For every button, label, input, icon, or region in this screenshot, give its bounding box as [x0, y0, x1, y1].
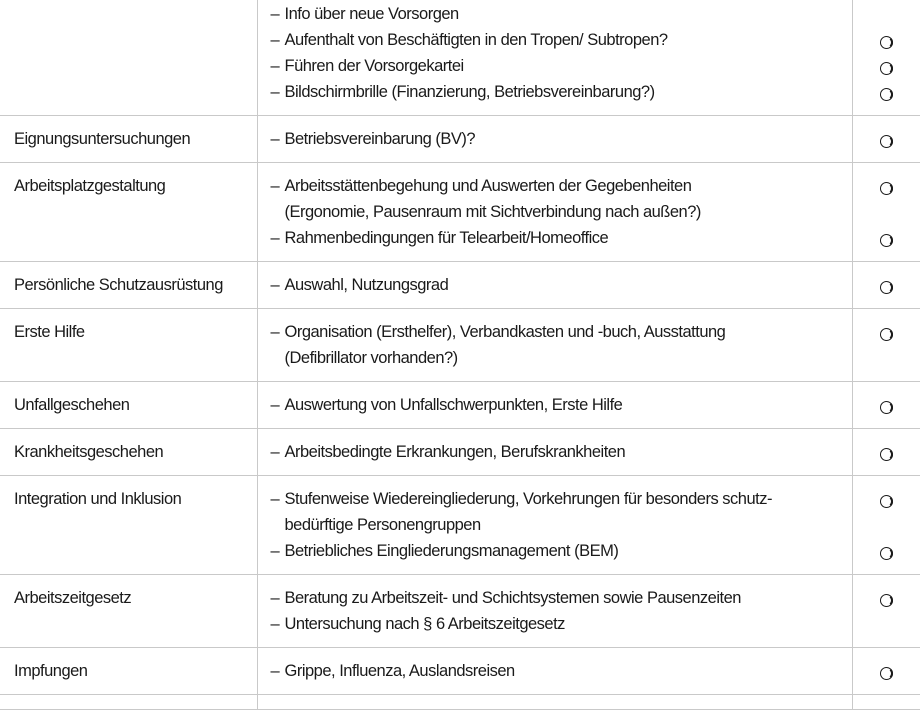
open-circle-icon[interactable] — [880, 62, 893, 75]
item-text: Betriebsvereinbarung (BV)? — [284, 130, 476, 148]
row-checkboxes — [852, 262, 920, 309]
checkbox-slot — [853, 538, 920, 564]
row-checkboxes — [852, 648, 920, 695]
dash-bullet: – — [270, 662, 280, 680]
row-topic: Erste Hilfe — [0, 309, 257, 382]
row-topic: Persönliche Schutzausrüstung — [0, 262, 257, 309]
table-row — [0, 262, 920, 309]
dash-bullet: – — [270, 276, 280, 294]
list-item — [271, 272, 844, 298]
row-checkboxes — [852, 575, 920, 648]
table-row — [0, 575, 920, 648]
checkbox-slot — [853, 611, 920, 637]
item-text-continuation: (Ergonomie, Pausenraum mit Sichtverbindung nach außen?) — [284, 203, 701, 221]
checkbox-slot — [853, 585, 920, 611]
open-circle-icon[interactable] — [880, 448, 893, 461]
item-text: Info über neue Vorsorgen — [284, 5, 459, 23]
item-text: Grippe, Influenza, Auslandsreisen — [284, 662, 515, 680]
item-text: Betriebliches Eingliederungsmanagement (BEM) — [284, 542, 619, 560]
dash-bullet: – — [270, 5, 280, 23]
table-row-partial — [0, 695, 920, 710]
row-topic: Krankheitsgeschehen — [0, 429, 257, 476]
list-item — [271, 319, 844, 345]
row-checkboxes — [852, 429, 920, 476]
list-item — [271, 53, 844, 79]
open-circle-icon[interactable] — [880, 547, 893, 560]
row-topic: Arbeitszeitgesetz — [0, 575, 257, 648]
item-text: Beratung zu Arbeitszeit- und Schichtsystemen sowie Pausenzeiten — [284, 589, 741, 607]
item-text: Führen der Vorsorgekartei — [284, 57, 464, 75]
checkbox-slot — [853, 173, 920, 199]
dash-bullet: – — [270, 615, 280, 633]
dash-bullet: – — [270, 229, 280, 247]
item-text: Rahmenbedingungen für Telearbeit/Homeoffice — [284, 229, 609, 247]
dash-bullet: – — [270, 396, 280, 414]
row-items — [257, 262, 852, 309]
list-item — [271, 486, 844, 512]
item-text: Aufenthalt von Beschäftigten in den Tropen/ Subtropen? — [284, 31, 668, 49]
row-topic: Eignungsuntersuchungen — [0, 116, 257, 163]
table-row — [0, 116, 920, 163]
item-text: Untersuchung nach § 6 Arbeitszeitgesetz — [284, 615, 565, 633]
checkbox-slot — [853, 225, 920, 251]
checkbox-slot — [853, 126, 920, 152]
checkbox-slot — [853, 486, 920, 512]
list-item — [271, 225, 844, 251]
row-checkboxes — [852, 382, 920, 429]
row-topic: Integration und Inklusion — [0, 476, 257, 575]
row-topic: Impfungen — [0, 648, 257, 695]
list-item-continuation — [271, 345, 844, 371]
row-checkboxes — [852, 163, 920, 262]
list-item — [271, 538, 844, 564]
row-checkboxes — [852, 116, 920, 163]
checkbox-slot — [853, 439, 920, 465]
list-item — [271, 79, 844, 105]
row-topic: Unfallgeschehen — [0, 382, 257, 429]
open-circle-icon[interactable] — [880, 88, 893, 101]
table-row — [0, 0, 920, 116]
open-circle-icon[interactable] — [880, 135, 893, 148]
table-row — [0, 309, 920, 382]
checkbox-slot — [853, 392, 920, 418]
open-circle-icon[interactable] — [880, 667, 893, 680]
dash-bullet: – — [270, 130, 280, 148]
item-text: Stufenweise Wiedereingliederung, Vorkehrungen für besonders schutz- — [284, 490, 772, 508]
open-circle-icon[interactable] — [880, 594, 893, 607]
list-item — [271, 392, 844, 418]
table-row — [0, 648, 920, 695]
list-item — [271, 1, 844, 27]
table-row — [0, 429, 920, 476]
row-items — [257, 382, 852, 429]
list-item — [271, 439, 844, 465]
checkbox-slot — [853, 53, 920, 79]
item-text: Arbeitsstättenbegehung und Auswerten der Gegebenheiten — [284, 177, 692, 195]
dash-bullet: – — [270, 323, 280, 341]
dash-bullet: – — [270, 83, 280, 101]
open-circle-icon[interactable] — [880, 281, 893, 294]
row-items — [257, 575, 852, 648]
checkbox-slot — [853, 319, 920, 345]
list-item — [271, 126, 844, 152]
table-row — [0, 163, 920, 262]
row-items — [257, 648, 852, 695]
open-circle-icon[interactable] — [880, 401, 893, 414]
checkbox-slot — [853, 1, 920, 27]
table-row — [0, 382, 920, 429]
row-checkboxes — [852, 0, 920, 116]
row-items — [257, 0, 852, 116]
open-circle-icon[interactable] — [880, 328, 893, 341]
dash-bullet: – — [270, 31, 280, 49]
dash-bullet: – — [270, 589, 280, 607]
dash-bullet: – — [270, 443, 280, 461]
row-items — [257, 429, 852, 476]
checkbox-slot — [853, 658, 920, 684]
item-text: Organisation (Ersthelfer), Verbandkasten und -buch, Ausstattung — [284, 323, 726, 341]
open-circle-icon[interactable] — [880, 36, 893, 49]
list-item-continuation — [271, 199, 844, 225]
row-items — [257, 163, 852, 262]
row-items — [257, 476, 852, 575]
row-items — [257, 116, 852, 163]
checkbox-slot — [853, 272, 920, 298]
list-item — [271, 173, 844, 199]
open-circle-icon[interactable] — [880, 182, 893, 195]
checkbox-slot — [853, 27, 920, 53]
list-item-continuation — [271, 512, 844, 538]
list-item — [271, 585, 844, 611]
list-item — [271, 611, 844, 637]
item-text-continuation: bedürftige Personengruppen — [284, 516, 481, 534]
dash-bullet: – — [270, 177, 280, 195]
row-topic — [0, 0, 257, 116]
checkbox-slot — [853, 79, 920, 105]
table-row — [0, 476, 920, 575]
item-text: Auswertung von Unfallschwerpunkten, Erste Hilfe — [284, 396, 623, 414]
item-text: Arbeitsbedingte Erkrankungen, Berufskrankheiten — [284, 443, 626, 461]
dash-bullet: – — [270, 490, 280, 508]
item-text: Auswahl, Nutzungsgrad — [284, 276, 449, 294]
dash-bullet: – — [270, 57, 280, 75]
list-item — [271, 658, 844, 684]
list-item — [271, 27, 844, 53]
row-checkboxes — [852, 476, 920, 575]
item-text: Bildschirmbrille (Finanzierung, Betriebsvereinbarung?) — [284, 83, 655, 101]
row-items — [257, 309, 852, 382]
open-circle-icon[interactable] — [880, 495, 893, 508]
item-text-continuation: (Defibrillator vorhanden?) — [284, 349, 458, 367]
row-checkboxes — [852, 309, 920, 382]
dash-bullet: – — [270, 542, 280, 560]
row-topic: Arbeitsplatzgestaltung — [0, 163, 257, 262]
open-circle-icon[interactable] — [880, 234, 893, 247]
